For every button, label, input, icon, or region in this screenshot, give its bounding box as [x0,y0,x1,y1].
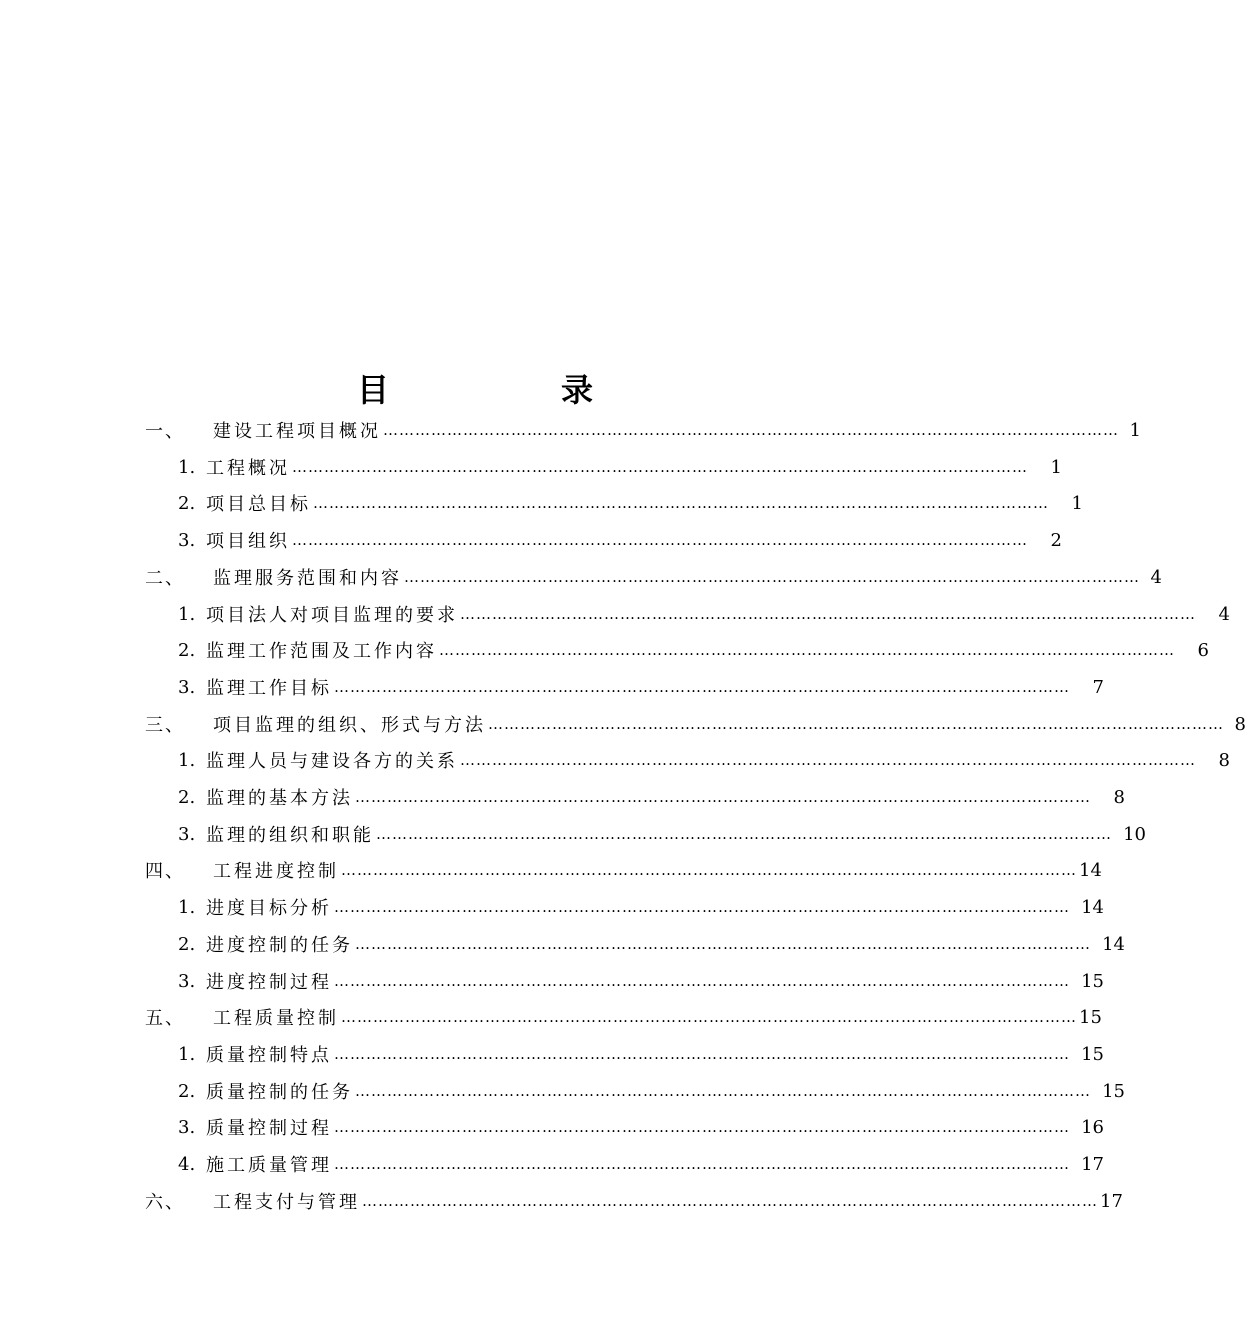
toc-leader-dots: ………………………………………………………………………………………………………………………… [313,494,1049,512]
toc-label: 工程质量控制 [213,1008,339,1029]
toc-section[interactable] [178,672,1104,702]
toc-label: 项目监理的组织、形式与方法 [213,715,486,736]
toc-section[interactable] [178,966,1104,996]
toc-chapter[interactable] [145,709,1246,739]
toc-title: 目 录 [356,371,663,409]
toc-section[interactable] [178,1039,1104,1069]
toc-label: 建设工程项目概况 [213,421,381,442]
toc-number: 五、 [145,1008,185,1029]
toc-number: 1. [178,896,196,918]
toc-page-number: 7 [1092,676,1104,698]
toc-label: 进度控制过程 [206,972,332,993]
toc-chapter[interactable] [145,562,1162,592]
toc-number: 2. [178,1080,196,1102]
toc-number: 二、 [145,568,185,589]
toc-page-number: 4 [1218,603,1230,625]
toc-label: 质量控制特点 [206,1045,332,1066]
toc-leader-dots: ………………………………………………………………………………………………………………………… [334,898,1070,916]
toc-label: 监理的基本方法 [206,788,353,809]
toc-number: 3. [178,676,196,698]
toc-leader-dots: ………………………………………………………………………………………………………………………… [460,751,1196,769]
toc-label: 监理工作目标 [206,678,332,699]
toc-leader-dots: ………………………………………………………………………………………………………………………… [341,1008,1077,1026]
toc-page-number: 15 [1081,970,1104,992]
toc-label: 施工质量管理 [206,1155,332,1176]
toc-number: 六、 [145,1192,185,1213]
toc-leader-dots: ………………………………………………………………………………………………………………………… [355,1082,1091,1100]
toc-label: 监理工作范围及工作内容 [206,641,437,662]
toc-label: 工程概况 [206,458,290,479]
toc-section[interactable] [178,1076,1125,1106]
toc-label: 监理人员与建设各方的关系 [206,751,458,772]
toc-label: 工程进度控制 [213,861,339,882]
toc-number: 3. [178,1116,196,1138]
toc-leader-dots: ………………………………………………………………………………………………………………………… [341,861,1077,879]
toc-section[interactable] [178,892,1104,922]
toc-page-number: 15 [1079,1006,1102,1028]
toc-page-number: 1 [1129,419,1141,441]
toc-label: 进度控制的任务 [206,935,353,956]
toc-leader-dots: ………………………………………………………………………………………………………………………… [383,421,1119,439]
toc-label: 质量控制过程 [206,1118,332,1139]
toc-section[interactable] [178,1112,1104,1142]
toc-section[interactable] [178,635,1209,665]
toc-leader-dots: ………………………………………………………………………………………………………………………… [460,605,1196,623]
toc-section[interactable] [178,929,1125,959]
toc-number: 1. [178,603,196,625]
toc-label: 工程支付与管理 [213,1192,360,1213]
toc-page-number: 14 [1079,859,1102,881]
toc-section[interactable] [178,782,1125,812]
toc-number: 3. [178,823,196,845]
toc-label: 进度目标分析 [206,898,332,919]
toc-leader-dots: ………………………………………………………………………………………………………………………… [362,1192,1098,1210]
toc-leader-dots: ………………………………………………………………………………………………………………………… [439,641,1175,659]
toc-leader-dots: ………………………………………………………………………………………………………………………… [334,1155,1070,1173]
toc-section[interactable] [178,599,1230,629]
toc-leader-dots: ………………………………………………………………………………………………………………………… [334,1118,1070,1136]
toc-leader-dots: ………………………………………………………………………………………………………………………… [292,531,1028,549]
toc-section[interactable] [178,525,1062,555]
toc-page-number: 6 [1197,639,1209,661]
toc-page-number: 16 [1081,1116,1104,1138]
toc-number: 1. [178,456,196,478]
toc-number: 1. [178,1043,196,1065]
toc-page-number: 1 [1071,492,1083,514]
toc-number: 3. [178,970,196,992]
toc-page-number: 15 [1081,1043,1104,1065]
toc-chapter[interactable] [145,415,1141,445]
toc-leader-dots: ………………………………………………………………………………………………………………………… [334,678,1070,696]
toc-section[interactable] [178,819,1146,849]
toc-leader-dots: ………………………………………………………………………………………………………………………… [488,715,1224,733]
toc-leader-dots: ………………………………………………………………………………………………………………………… [355,788,1091,806]
toc-leader-dots: ………………………………………………………………………………………………………………………… [334,1045,1070,1063]
toc-label: 监理的组织和职能 [206,825,374,846]
toc-chapter[interactable] [145,1186,1123,1216]
toc-page-number: 4 [1150,566,1162,588]
toc-leader-dots: ………………………………………………………………………………………………………………………… [334,972,1070,990]
toc-number: 2. [178,933,196,955]
toc-leader-dots: ………………………………………………………………………………………………………………………… [355,935,1091,953]
toc-label: 监理服务范围和内容 [213,568,402,589]
toc-section[interactable] [178,1149,1104,1179]
toc-number: 4. [178,1153,196,1175]
toc-number: 3. [178,529,196,551]
toc-section[interactable] [178,745,1230,775]
toc-number: 1. [178,749,196,771]
toc-label: 项目法人对项目监理的要求 [206,605,458,626]
toc-chapter[interactable] [145,855,1102,885]
toc-leader-dots: ………………………………………………………………………………………………………………………… [404,568,1140,586]
toc-chapter[interactable] [145,1002,1102,1032]
toc-number: 一、 [145,421,185,442]
toc-number: 2. [178,492,196,514]
toc-page-number: 2 [1050,529,1062,551]
toc-page-number: 1 [1050,456,1062,478]
toc-number: 2. [178,639,196,661]
toc-page-number: 15 [1102,1080,1125,1102]
toc-section[interactable] [178,452,1062,482]
toc-label: 项目组织 [206,531,290,552]
toc-number: 四、 [145,861,185,882]
toc-page-number: 8 [1234,713,1246,735]
toc-section[interactable] [178,488,1083,518]
toc-label: 质量控制的任务 [206,1082,353,1103]
toc-number: 三、 [145,715,185,736]
toc-leader-dots: ………………………………………………………………………………………………………………………… [376,825,1112,843]
toc-page-number: 8 [1218,749,1230,771]
toc-page-number: 8 [1113,786,1125,808]
toc-page-number: 17 [1081,1153,1104,1175]
toc-number: 2. [178,786,196,808]
toc-label: 项目总目标 [206,494,311,515]
toc-page-number: 10 [1123,823,1146,845]
toc-page-number: 14 [1081,896,1104,918]
toc-leader-dots: ………………………………………………………………………………………………………………………… [292,458,1028,476]
toc-page-number: 17 [1100,1190,1123,1212]
toc-page-number: 14 [1102,933,1125,955]
